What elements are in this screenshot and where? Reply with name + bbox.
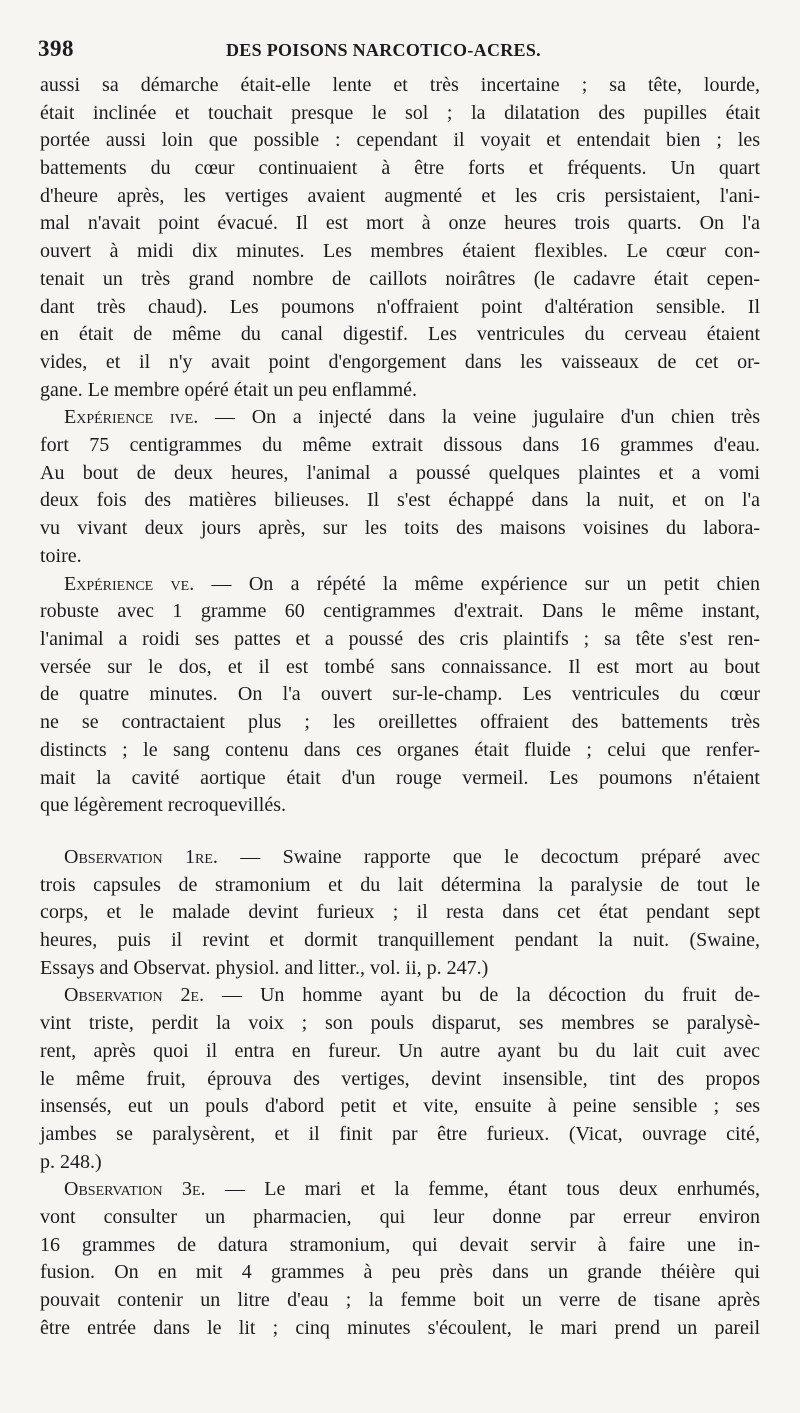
text-line: insensés, eut un pouls d'abord petit et vite, ensuite à peine sensible ; ses <box>40 1095 760 1117</box>
text-line: distincts ; le sang contenu dans ces organes était fluide ; celui que renfer- <box>40 739 760 761</box>
page-header <box>38 36 768 66</box>
text-line: Observation 1re. — Swaine rapporte que le decoctum préparé avec <box>64 846 760 868</box>
text-line: fort 75 centigrammes du même extrait dissous dans 16 grammes d'eau. <box>40 434 760 456</box>
text-line: rent, après quoi il entra en fureur. Un autre ayant bu du lait cuit avec <box>40 1040 760 1062</box>
text-line: Expérience ive. — On a injecté dans la veine jugulaire d'un chien très <box>64 406 761 428</box>
text-line: vint triste, perdit la voix ; son pouls disparut, ses membres se paralysè- <box>40 1012 760 1034</box>
text-line: vides, et il n'y avait point d'engorgement dans les vaisseaux de cet or- <box>40 351 760 373</box>
section-heading: Observation 2e. <box>64 984 205 1006</box>
text-line: en était de même du canal digestif. Les ventricules du cerveau étaient <box>40 323 760 345</box>
text-line: dant très chaud). Les poumons n'offraient point d'altération sensible. Il <box>40 296 760 318</box>
text-line: 16 grammes de datura stramonium, qui devait servir à faire une in- <box>40 1234 760 1256</box>
text-line: être entrée dans le lit ; cinq minutes s'écoulent, le mari prend un pareil <box>40 1317 760 1339</box>
text-line: vu vivant deux jours après, sur les toits des maisons voisines du labora- <box>40 517 760 539</box>
text-line: jambes se paralysèrent, et il finit par être furieux. (Vicat, ouvrage cité, <box>40 1123 760 1145</box>
text-line: était inclinée et touchait presque le sol ; la dilatation des pupilles était <box>40 102 760 124</box>
text-line: mal n'avait point évacué. Il est mort à onze heures trois quarts. On l'a <box>40 212 760 234</box>
text-line: d'heure après, les vertiges avaient augmenté et les cris persistaient, l'ani- <box>40 185 760 207</box>
text-line: toire. <box>40 545 82 567</box>
text-line: aussi sa démarche était-elle lente et très incertaine ; sa tête, lourde, <box>40 74 760 96</box>
text-line: trois capsules de stramonium et du lait détermina la paralysie de tout le <box>40 874 760 896</box>
text-line: ne se contractaient plus ; les oreillettes offraient des battements très <box>40 711 760 733</box>
text-line: corps, et le malade devint furieux ; il resta dans cet état pendant sept <box>40 901 760 923</box>
text-line: fusion. On en mit 4 grammes à peu près dans un grande théière qui <box>40 1261 760 1283</box>
text-line: Au bout de deux heures, l'animal a poussé quelques plaintes et a vomi <box>40 462 760 484</box>
text-line: de quatre minutes. On l'a ouvert sur-le-champ. Les ventricules du cœur <box>40 683 760 705</box>
page-number: 398 <box>38 36 74 61</box>
section-heading: Observation 3e. <box>64 1178 206 1200</box>
text-line: heures, puis il revint et dormit tranquillement pendant la nuit. (Swaine, <box>40 929 760 951</box>
text-line: robuste avec 1 gramme 60 centigrammes d'extrait. Dans le même instant, <box>40 600 760 622</box>
text-line: battements du cœur continuaient à être forts et fréquents. Un quart <box>40 157 760 179</box>
text-line: p. 248.) <box>40 1151 102 1173</box>
text-line: gane. Le membre opéré était un peu enflammé. <box>40 379 418 401</box>
text-line: Observation 2e. — Un homme ayant bu de la décoction du fruit de- <box>64 984 760 1006</box>
text-line: que légèrement recroquevillés. <box>40 794 286 816</box>
text-line: pouvait contenir un litre d'eau ; la femme boit un verre de tisane après <box>40 1289 760 1311</box>
text-line: tenait un très grand nombre de caillots noirâtres (le cadavre était cepen- <box>40 268 760 290</box>
section-heading: Observation 1re. <box>64 846 218 868</box>
text-line: Observation 3e. — Le mari et la femme, étant tous deux enrhumés, <box>64 1178 761 1200</box>
text-line: vont consulter un pharmacien, qui leur donne par erreur environ <box>40 1206 760 1228</box>
text-line: le même fruit, éprouva des vertiges, devint insensible, tint des propos <box>40 1068 760 1090</box>
section-heading: Expérience ve. <box>64 573 195 595</box>
section-heading: Expérience ive. <box>64 406 199 428</box>
text-line: ouvert à midi dix minutes. Les membres étaient flexibles. Le cœur con- <box>40 240 760 262</box>
running-title: DES POISONS NARCOTICO-ACRES. <box>226 40 541 60</box>
text-line: Essays and Observat. physiol. and litter., vol. ii, p. 247.) <box>40 957 489 979</box>
text-line: versée sur le dos, et il est tombé sans connaissance. Il est mort au bout <box>40 656 760 678</box>
text-line: deux fois des matières bilieuses. Il s'est échappé dans la nuit, et on l'a <box>40 489 760 511</box>
text-line: portée aussi loin que possible : cependant il voyait et entendait bien ; les <box>40 129 760 151</box>
text-line: Expérience ve. — On a répété la même expérience sur un petit chien <box>64 573 760 595</box>
text-line: mait la cavité aortique était d'un rouge vermeil. Les poumons n'étaient <box>40 767 760 789</box>
text-line: l'animal a roidi ses pattes et a poussé des cris plaintifs ; sa tête s'est ren- <box>40 628 760 650</box>
